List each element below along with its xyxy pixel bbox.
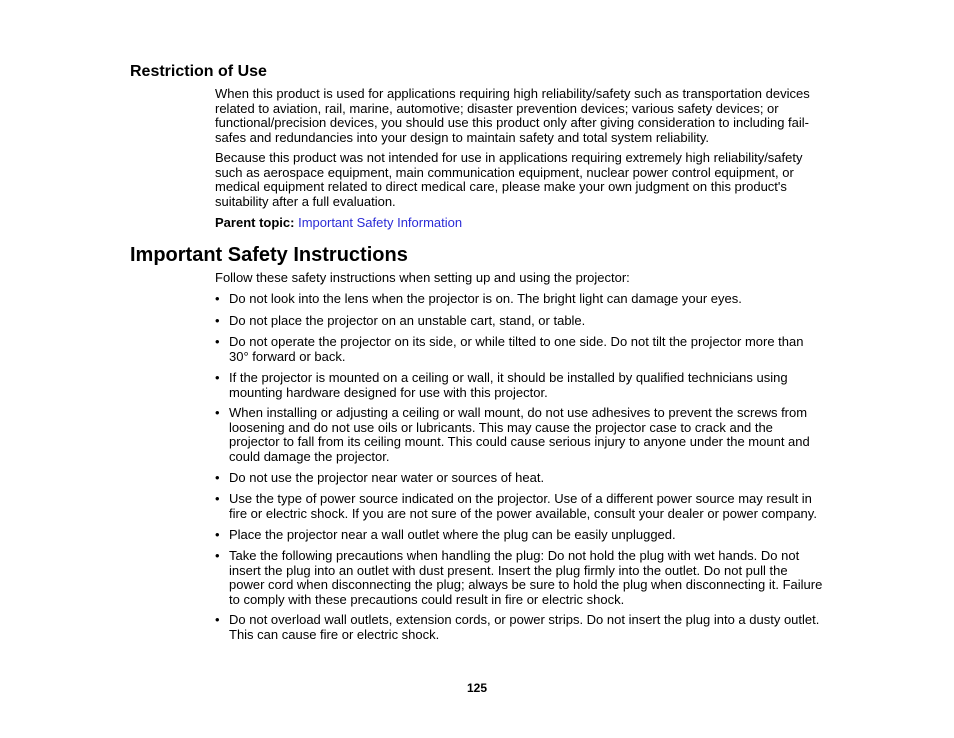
bullet-marker: •	[215, 612, 220, 627]
bullet-marker: •	[215, 313, 220, 328]
bullet-marker: •	[215, 405, 220, 420]
list-item	[215, 528, 825, 543]
instructions-intro: Follow these safety instructions when setting up and using the projector:	[215, 270, 630, 285]
parent-topic	[215, 216, 830, 231]
parent-topic-label: Parent topic:	[215, 215, 295, 230]
list-item-text: Do not use the projector near water or sources of heat.	[229, 470, 545, 485]
parent-topic-link[interactable]: Important Safety Information	[298, 215, 463, 230]
page-number: 125	[466, 681, 488, 695]
list-item	[215, 492, 825, 521]
bullet-marker: •	[215, 370, 220, 385]
list-item	[215, 549, 825, 607]
list-item-text: Use the type of power source indicated on the projector. Use of a different power source may result in fire or electric shock. If you are not sure of the power available, consult your dealer or power company.	[229, 491, 817, 521]
list-item-text: Take the following precautions when handling the plug: Do not hold the plug with wet hands. Do not insert the plug into an outlet with dust present. Insert the plug firmly into the outlet. Do not pull the power cord when disconnecting the plug; always be sure to hold the plug when disconnecting it. Failure to comply with these precautions could result in fire or electric shock.	[229, 548, 823, 607]
list-item-text: Do not place the projector on an unstable cart, stand, or table.	[229, 313, 586, 328]
list-item	[215, 613, 825, 642]
list-item	[215, 335, 825, 364]
list-item-text: Do not overload wall outlets, extension cords, or power strips. Do not insert the plug into a dusty outlet. This can cause fire or electric shock.	[229, 612, 820, 642]
list-item-text: Do not look into the lens when the projector is on. The bright light can damage your eyes.	[229, 291, 742, 306]
list-item-text: If the projector is mounted on a ceiling or wall, it should be installed by qualified technicians using mounting hardware designed for use with this projector.	[229, 370, 788, 400]
list-item	[215, 371, 825, 400]
restriction-paragraph-2: Because this product was not intended for use in applications requiring extremely high reliability/safety such as aerospace equipment, main communication equipment, nuclear power control equipment, or medical equipment related to direct medical care, please make your own judgment on this product's suitability after a full evaluation.	[215, 150, 803, 209]
list-item-text: Place the projector near a wall outlet where the plug can be easily unplugged.	[229, 527, 676, 542]
list-item	[215, 471, 825, 486]
section-heading-restriction-of-use: Restriction of Use	[130, 63, 267, 80]
section-heading-important-safety-instructions: Important Safety Instructions	[130, 244, 408, 266]
bullet-marker: •	[215, 291, 220, 306]
bullet-marker: •	[215, 334, 220, 349]
list-item	[215, 314, 825, 329]
bullet-marker: •	[215, 470, 220, 485]
list-item	[215, 292, 825, 307]
bullet-marker: •	[215, 548, 220, 563]
list-item	[215, 406, 825, 464]
bullet-marker: •	[215, 527, 220, 542]
list-item-text: When installing or adjusting a ceiling or wall mount, do not use adhesives to prevent the screws from loosening and do not use oils or lubricants. This may cause the projector case to crack and the projector to fall from its ceiling mount. This could cause serious injury to anyone under the mount and could damage the projector.	[229, 405, 810, 464]
restriction-paragraph-1: When this product is used for applications requiring high reliability/safety such as transportation devices related to aviation, rail, marine, automotive; disaster prevention devices; various safety devices; or functional/precision devices, you should use this product only after giving consideration to including fail-safes and redundancies into your design to maintain safety and total system reliability.	[215, 86, 810, 145]
bullet-marker: •	[215, 491, 220, 506]
list-item-text: Do not operate the projector on its side, or while tilted to one side. Do not tilt the projector more than 30° forward or back.	[229, 334, 804, 364]
